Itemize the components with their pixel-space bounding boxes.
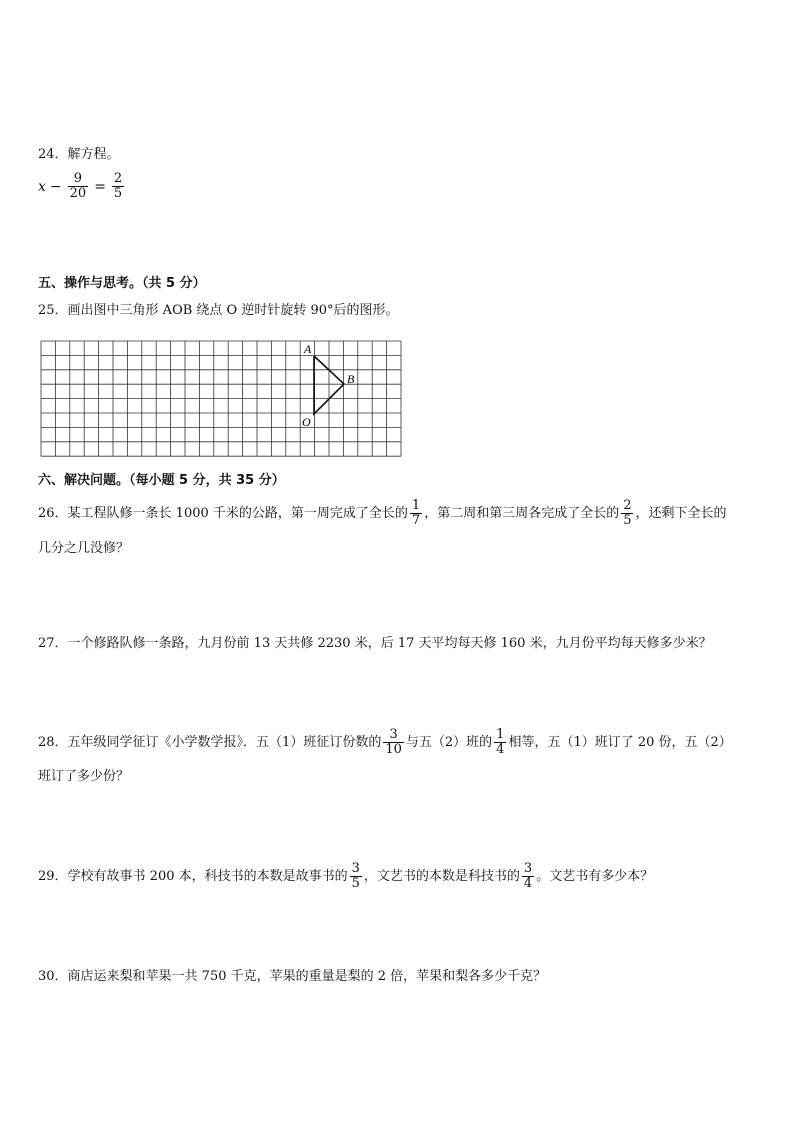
q30: [38, 968, 546, 986]
fraction-denominator: 10: [385, 742, 402, 757]
q26-part1: 某工程队修一条长 1000 千米的公路，第一周完成了全长的: [67, 506, 408, 521]
equals-sign: =: [94, 178, 106, 195]
q28-fraction-2: [494, 728, 506, 757]
q27-text: 一个修路队修一条路，九月份前 13 天共修 2230 米，后 17 天平均每天修 160 米，九月份平均每天修多少米？: [67, 636, 712, 651]
q25-number: 25．: [38, 303, 68, 318]
q30-text: 商店运来梨和苹果一共 750 千克，苹果的重量是梨的 2 倍，苹果和梨各多少千克？: [67, 969, 547, 984]
fraction-numerator: 3: [389, 727, 398, 742]
q28-fraction-1: [383, 728, 404, 757]
q29: [38, 862, 653, 892]
fraction-numerator: 2: [623, 498, 632, 513]
q30-number: 30．: [38, 969, 68, 984]
q29-part3: 。文艺书有多少本？: [536, 869, 654, 884]
minus-sign: −: [49, 178, 62, 195]
q28-part1: 五年级同学征订《小学数学报》．五（1）班征订份数的: [67, 735, 382, 750]
fraction-denominator: 7: [411, 513, 421, 528]
section5-title: 五、操作与思考。（共 5 分）: [38, 276, 206, 291]
q28-number: 28．: [38, 735, 68, 750]
equation-variable: x: [38, 178, 46, 195]
q29-fraction-1: [350, 862, 362, 891]
fraction-numerator: 9: [73, 171, 83, 186]
q28-part2: 与五（2）班的: [405, 735, 493, 750]
fraction-denominator: 5: [351, 876, 360, 891]
fraction-denominator: 5: [623, 513, 632, 528]
q25: [38, 302, 399, 320]
grid-figure: [38, 338, 404, 460]
q29-part2: ，文艺书的本数是科技书的: [363, 869, 520, 884]
q29-fraction-2: [522, 862, 534, 891]
fraction-numerator: 2: [113, 171, 123, 186]
q26-number: 26．: [38, 506, 68, 521]
fraction-denominator: 5: [113, 186, 123, 201]
q27-number: 27．: [38, 636, 68, 651]
q29-part1: 学校有故事书 200 本，科技书的本数是故事书的: [67, 869, 348, 884]
q26-part2: ，第二周和第三周各完成了全长的: [424, 506, 620, 521]
q24-prompt: 解方程。: [67, 147, 120, 162]
label-a: A: [304, 342, 312, 356]
q26: [38, 499, 727, 529]
fraction-numerator: 1: [411, 498, 421, 513]
q24-equation: [38, 172, 126, 201]
label-b: B: [347, 372, 355, 386]
q28: [38, 728, 732, 758]
q29-number: 29．: [38, 869, 68, 884]
section6-title: 六、解决问题。（每小题 5 分，共 35 分）: [38, 473, 285, 488]
q26-part3: ，还剩下全长的: [635, 506, 727, 521]
fraction-denominator: 4: [496, 742, 505, 757]
fraction-numerator: 3: [351, 861, 360, 876]
q27: [38, 635, 712, 653]
q28-line2: 班订了多少份？: [38, 769, 130, 784]
equation-fraction-left: [68, 172, 89, 201]
equation-fraction-right: [112, 172, 124, 201]
label-o: O: [302, 415, 311, 429]
fraction-numerator: 3: [523, 861, 533, 876]
q26-fraction-1: [410, 499, 422, 528]
q26-fraction-2: [621, 499, 633, 528]
fraction-denominator: 4: [523, 876, 533, 891]
q26-line2: 几分之几没修？: [38, 541, 130, 556]
fraction-numerator: 1: [496, 727, 505, 742]
q24-number: 24．: [38, 147, 68, 162]
fraction-denominator: 20: [69, 186, 87, 201]
q25-text: 画出图中三角形 AOB 绕点 O 逆时针旋转 90°后的图形。: [67, 303, 399, 318]
q24: [38, 146, 120, 164]
q28-part3: 相等，五（1）班订了 20 份，五（2）: [508, 735, 732, 750]
